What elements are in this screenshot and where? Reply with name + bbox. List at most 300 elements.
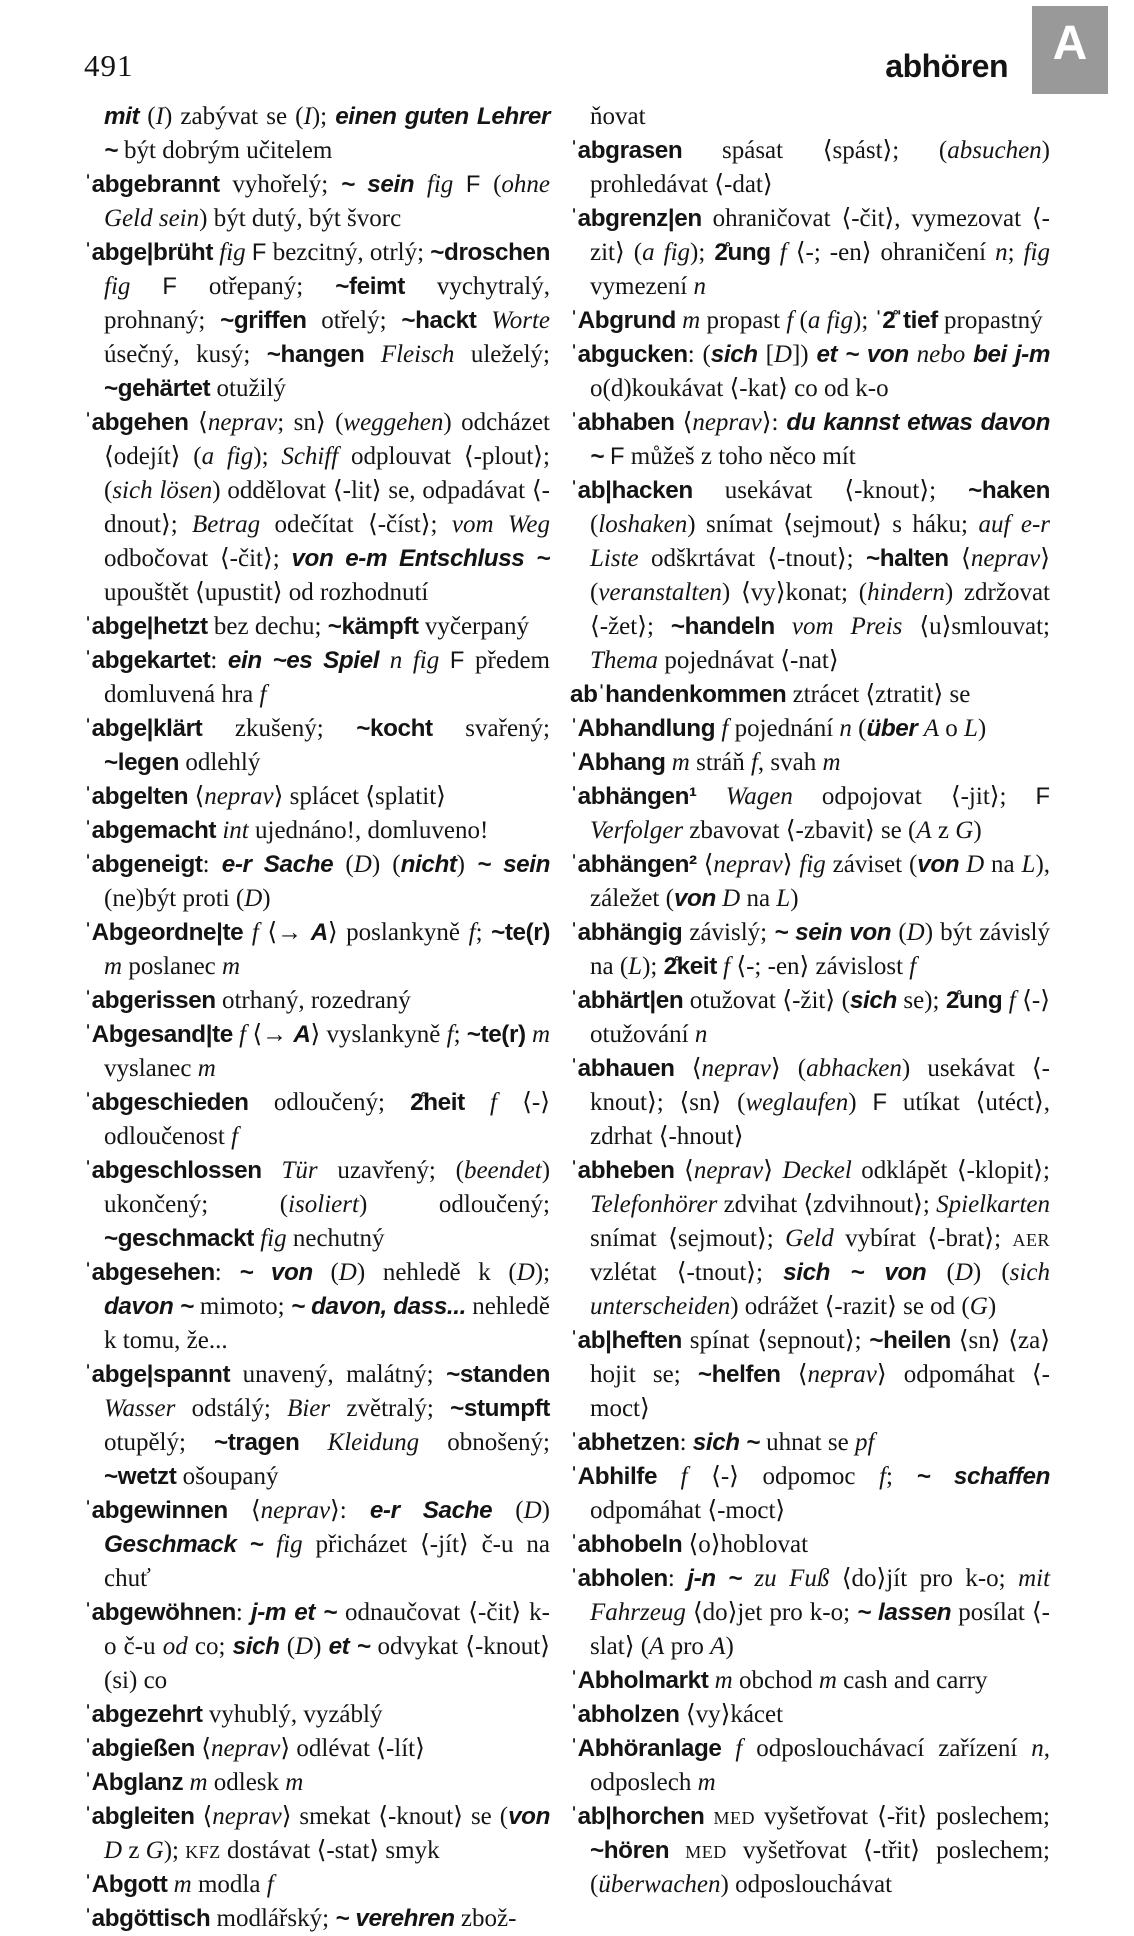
headword-text: ˈabholen: [570, 1565, 668, 1592]
entry-text: a fig: [201, 443, 254, 470]
dictionary-entry: [84, 1358, 550, 1494]
entry-text: být dobrým učitelem: [117, 137, 333, 164]
entry-text: cash and carry: [836, 1667, 988, 1694]
entry-text: L: [963, 715, 978, 742]
headword-text: ~heilen: [869, 1327, 951, 1354]
dictionary-entry: [570, 1460, 1050, 1528]
entry-text: D: [516, 1259, 535, 1286]
headword-text: ~te(r): [491, 919, 551, 946]
entry-text: dostávat ⟨-stat⟩ smyk: [220, 1837, 440, 1864]
headword-text: ~standen: [446, 1361, 550, 1388]
entry-text: unavený, malátný;: [230, 1361, 447, 1388]
entry-text: ⟨: [674, 1157, 694, 1184]
entry-text: bezcitný, otrlý;: [266, 239, 431, 266]
entry-text: zvětralý;: [330, 1395, 451, 1422]
headword-text: ˈAbhandlung: [570, 715, 716, 742]
entry-text: Wasser: [104, 1395, 176, 1422]
entry-text: ⟩: [782, 851, 800, 878]
entry-text: ) být závislý na (: [590, 919, 1051, 980]
entry-text: sich lösen: [112, 477, 213, 504]
entry-text: ohraničovat ⟨-čit⟩, vymezovat ⟨-zit⟩ (: [590, 205, 1050, 266]
dictionary-entry: [84, 406, 550, 610]
entry-text: otřelý;: [306, 307, 402, 334]
entry-text: ⟨u⟩smlouvat;: [902, 613, 1050, 640]
entry-text: modlářský;: [210, 1905, 336, 1932]
entry-text: [742, 1565, 754, 1592]
headword-text: ˈAbgrund: [570, 307, 676, 334]
dictionary-entry: [84, 916, 550, 984]
section-letter: A: [1052, 17, 1088, 70]
headword-text: ˈabgesehen: [84, 1259, 215, 1286]
entry-text: ⟩ (: [770, 1055, 807, 1082]
entry-text: davon ~: [104, 1293, 194, 1320]
entry-text: odvykat ⟨-knout⟩ (si) co: [104, 1633, 550, 1694]
entry-text: posílat ⟨-slat⟩ (: [590, 1599, 1050, 1660]
entry-text: pojednávat ⟨-nat⟩: [658, 647, 839, 674]
entry-text: sich unterscheiden: [590, 1259, 1051, 1320]
entry-text: [669, 1837, 685, 1864]
dictionary-entry: [84, 610, 550, 644]
headword-text: ˈabgewinnen: [84, 1497, 228, 1524]
headword-text: ˈabge|klärt: [84, 715, 203, 742]
entry-text: f: [259, 681, 267, 708]
entry-text: med: [685, 1837, 727, 1864]
entry-text: sich ~ von: [783, 1259, 927, 1286]
entry-text: [243, 919, 252, 946]
entry-text: ) (: [972, 1259, 1010, 1286]
headword-text: 2̊ung: [714, 239, 771, 266]
entry-text: ⟨-⟩ odpomoc: [687, 1463, 880, 1490]
entry-text: ⟩: [763, 1157, 783, 1184]
entry-text: odečítat ⟨-číst⟩;: [260, 511, 452, 538]
entry-text: o(d)koukávat ⟨-kat⟩ co od k-o: [590, 375, 889, 402]
entry-text: ) usekávat ⟨-knout⟩; ⟨sn⟩ (: [590, 1055, 1050, 1116]
entry-text: fig: [1023, 239, 1050, 266]
entry-text: ; sn⟩ (: [277, 409, 344, 436]
entry-text: otrhaný, rozedraný: [215, 987, 411, 1014]
entry-text: neprav: [713, 851, 783, 878]
entry-text: F: [465, 171, 481, 198]
dictionary-entry: [84, 1902, 550, 1936]
entry-text: weglaufen: [745, 1089, 849, 1116]
entry-text: ujednáno!, domluveno!: [248, 817, 489, 844]
entry-text: über: [866, 715, 918, 742]
entry-text: odlesk: [207, 1769, 286, 1796]
entry-text: vyhublý, vyzáblý: [202, 1701, 383, 1728]
entry-text: uleželý;: [454, 341, 550, 368]
headword-text: ˈabhauen: [570, 1055, 675, 1082]
headword-text: ~te(r): [466, 1021, 526, 1048]
entry-text: uzavřený; (: [317, 1157, 464, 1184]
headword-text: ˈabgeschieden: [84, 1089, 249, 1116]
entry-text: ~ von: [239, 1259, 313, 1286]
entry-text: D: [523, 1497, 542, 1524]
headword-text: ˈabgucken: [570, 341, 688, 368]
headword-text: ˈAbhilfe: [570, 1463, 658, 1490]
entry-text: );: [690, 239, 715, 266]
entry-text: neprav: [204, 783, 274, 810]
entry-text: (ne)být proti (: [104, 885, 245, 912]
entry-text: ⟨: [188, 783, 205, 810]
entry-text: zdvihat ⟨zdvihnout⟩;: [717, 1191, 937, 1218]
entry-text: spínat ⟨sepnout⟩;: [681, 1327, 870, 1354]
entry-text: ) prohledávat ⟨-dat⟩: [590, 137, 1050, 198]
entry-text: úsečný, kusý;: [104, 341, 267, 368]
entry-text: veranstalten: [598, 579, 722, 606]
entry-text: vybírat ⟨-brat⟩;: [833, 1225, 1013, 1252]
headword-text: ˈabgeneigt: [84, 851, 203, 878]
left-column: [84, 100, 550, 1936]
entry-text: Tür: [281, 1157, 318, 1184]
entry-text: G: [955, 817, 974, 844]
entry-text: weggehen: [343, 409, 444, 436]
entry-continuation: [570, 100, 1050, 134]
entry-text: [657, 1463, 681, 1490]
entry-text: na: [984, 851, 1022, 878]
entry-text: auf e-r Liste: [590, 511, 1050, 572]
entry-text: vyhořelý;: [219, 171, 341, 198]
entry-text: D: [104, 1837, 123, 1864]
entry-text: neprav: [693, 1157, 764, 1184]
entry-text: pojednání: [728, 715, 840, 742]
headword-text: ˈAbgesand|te: [84, 1021, 233, 1048]
headword-text: ˈAbgeordne|te: [84, 919, 244, 946]
entry-text: [965, 341, 973, 368]
entry-text: D: [295, 1633, 314, 1660]
entry-text: ): [313, 1633, 329, 1660]
entry-text: fig: [799, 851, 826, 878]
headword-text: ˈabgerissen: [84, 987, 216, 1014]
entry-text: );: [163, 1837, 186, 1864]
entry-text: du kannst etwas davon ~: [590, 409, 1050, 470]
entry-text: ) ⟨vy⟩konat; (: [721, 579, 868, 606]
entry-text: L: [776, 885, 791, 912]
headword-text: ˈabhärt|en: [570, 987, 684, 1014]
entry-text: ) odposlouchávat: [720, 1871, 893, 1898]
entry-text: ein ~es Spiel: [227, 647, 380, 674]
entry-text: [476, 307, 491, 334]
entry-text: F: [251, 239, 267, 266]
headword-text: ˈabge|brüht: [84, 239, 214, 266]
entry-text: m: [285, 1769, 304, 1796]
entry-text: :: [202, 851, 222, 878]
entry-text: n: [995, 239, 1008, 266]
entry-text: ) odloučený;: [358, 1191, 550, 1218]
entry-text: obchod: [732, 1667, 819, 1694]
entry-text: ňovat: [590, 103, 646, 130]
entry-text: [775, 613, 792, 640]
headword-text: ˈabgebrannt: [84, 171, 220, 198]
entry-text: ): [977, 715, 987, 742]
entry-text: stráň: [689, 749, 751, 776]
entry-text: ]): [791, 341, 817, 368]
dictionary-entry: [84, 1256, 550, 1358]
entry-text: A: [649, 1633, 665, 1660]
entry-text: ~ sein: [477, 851, 551, 878]
headword-text: ˈabholzen: [570, 1701, 680, 1728]
entry-text: sich: [232, 1633, 280, 1660]
entry-text: ): [973, 817, 982, 844]
entry-text: :: [210, 647, 228, 674]
entry-text: neprav: [701, 1055, 771, 1082]
entry-text: ⟨: [194, 1803, 213, 1830]
entry-text: F: [1035, 783, 1050, 810]
entry-text: vyslanec: [104, 1055, 198, 1082]
entry-text: e-r Sache: [369, 1497, 493, 1524]
entry-text: ⟨sn⟩ ⟨za⟩hojit se;: [590, 1327, 1050, 1388]
entry-text: m: [682, 307, 701, 334]
entry-text: Betrag: [192, 511, 261, 538]
headword-text: ~legen: [104, 749, 180, 776]
entry-text: ⟨: [948, 545, 971, 572]
entry-text: ): [456, 851, 478, 878]
entry-text: ~ sein von: [774, 919, 892, 946]
entry-text: zkušený;: [202, 715, 357, 742]
entry-text: );: [311, 103, 336, 130]
entry-text: f: [239, 1021, 247, 1048]
dictionary-entry: [84, 1800, 550, 1868]
entry-text: F: [162, 273, 177, 300]
dictionary-entry: [84, 780, 550, 814]
entry-text: ⟨: [674, 1055, 702, 1082]
entry-text: :: [667, 1565, 688, 1592]
entry-text: [364, 341, 380, 368]
entry-text: závislý;: [682, 919, 775, 946]
entry-text: odposlouchávací zařízení: [742, 1735, 1032, 1762]
entry-text: :: [235, 1599, 251, 1626]
entry-text: ⟨: [227, 1497, 261, 1524]
dictionary-entry: [570, 1052, 1050, 1154]
entry-text: předem domluvená hra: [104, 647, 551, 708]
headword-text: ˈabheben: [570, 1157, 675, 1184]
dictionary-entry: [84, 1596, 550, 1698]
entry-text: vychytralý, prohnaný;: [104, 273, 550, 334]
entry-text: m: [173, 1871, 192, 1898]
entry-text: (: [279, 1633, 296, 1660]
dictionary-entry: [570, 1154, 1050, 1324]
entry-text: fig: [276, 1531, 303, 1558]
entry-text: [263, 1531, 276, 1558]
entry-text: neprav: [212, 1803, 282, 1830]
entry-text: ošoupaný: [176, 1463, 279, 1490]
entry-text: ⟩ smekat ⟨-knout⟩ se (: [281, 1803, 509, 1830]
dictionary-entry: [84, 1086, 550, 1154]
entry-text: ⟨vy⟩kácet: [679, 1701, 784, 1728]
entry-text: n fig: [389, 647, 440, 674]
entry-text: bei j-m: [973, 341, 1050, 368]
entry-text: ⟨: [696, 851, 714, 878]
entry-text: [: [757, 341, 774, 368]
entry-text: F: [449, 647, 465, 674]
entry-text: kfz: [185, 1837, 221, 1864]
entry-text: I: [303, 103, 312, 130]
entry-text: G: [145, 1837, 164, 1864]
entry-text: zbavovat ⟨-zbavit⟩ se (: [683, 817, 917, 844]
entry-text: ⟨: [674, 409, 693, 436]
entry-text: nicht: [400, 851, 457, 878]
entry-text: isoliert: [288, 1191, 359, 1218]
entry-text: ⟩ splácet ⟨splatit⟩: [273, 783, 446, 810]
entry-text: (: [333, 851, 354, 878]
entry-text: (: [312, 1259, 339, 1286]
entry-text: mit: [104, 103, 140, 130]
entry-text: neprav: [970, 545, 1041, 572]
entry-text: [379, 647, 390, 674]
entry-text: odpojovat ⟨-jit⟩;: [792, 783, 1036, 810]
entry-text: ⟩:: [330, 1497, 370, 1524]
entry-text: (: [926, 1259, 955, 1286]
entry-text: ) nehledě k (: [356, 1259, 517, 1286]
entry-text: propastný: [937, 307, 1043, 334]
entry-text: z: [122, 1837, 146, 1864]
entry-text: f: [1008, 987, 1016, 1014]
entry-text: von: [917, 851, 960, 878]
entry-text: ) být dutý, být švorc: [199, 205, 402, 232]
dictionary-entry: [570, 712, 1050, 746]
entry-text: upouštět ⟨upustit⟩ od rozhodnutí: [104, 579, 429, 606]
entry-text: absuchen: [947, 137, 1042, 164]
entry-text: I: [155, 103, 164, 130]
entry-text: hindern: [867, 579, 945, 606]
entry-text: obnošený;: [419, 1429, 551, 1456]
entry-text: Thema: [590, 647, 659, 674]
headword-text: ~kocht: [356, 715, 433, 742]
dictionary-entry: [84, 644, 550, 712]
entry-text: ⟨-⟩ otužování: [590, 987, 1050, 1048]
entry-text: snímat ⟨sejmout⟩;: [590, 1225, 786, 1252]
entry-text: ) odrážet ⟨-razit⟩ se od (: [730, 1293, 970, 1320]
entry-text: ): [725, 1633, 734, 1660]
dictionary-entry: [570, 202, 1050, 304]
entry-text: [722, 1735, 736, 1762]
entry-text: odstálý;: [175, 1395, 288, 1422]
entry-text: sich ~: [692, 1429, 760, 1456]
entry-text: :: [214, 1259, 240, 1286]
headword-text: ˈabgewöhnen: [84, 1599, 236, 1626]
entry-text: ⟩ vyslankyně: [310, 1021, 447, 1048]
entry-text: A: [293, 1021, 311, 1048]
entry-text: ) zdržovat ⟨-žet⟩;: [590, 579, 1050, 640]
dictionary-entry: [84, 236, 550, 406]
entry-text: f: [779, 239, 787, 266]
entry-text: vom Weg: [451, 511, 550, 538]
entry-text: von: [508, 1803, 550, 1830]
headword-text: ~feimt: [335, 273, 405, 300]
entry-text: uhnat se: [759, 1429, 855, 1456]
headword-text: ˈabgekartet: [84, 647, 211, 674]
entry-text: vyšetřovat ⟨-řit⟩ poslechem;: [754, 1803, 1051, 1830]
entry-text: můžeš z toho něco mít: [624, 443, 856, 470]
entry-text: ⟩ odpomáhat ⟨-moct⟩: [590, 1361, 1050, 1422]
entry-text: přicházet ⟨-jít⟩ č-u na chuť: [104, 1531, 550, 1592]
dictionary-entry: [570, 780, 1050, 848]
entry-text: [909, 341, 917, 368]
entry-text: : (: [687, 341, 711, 368]
entry-text: na: [740, 885, 777, 912]
entry-text: ⟨do⟩jet pro k-o;: [685, 1599, 858, 1626]
headword-text: ~griffen: [220, 307, 307, 334]
headword-text: ˈAbhang: [570, 749, 666, 776]
entry-text: );: [642, 953, 664, 980]
entry-text: A: [710, 1633, 726, 1660]
entry-text: von e-m Entschluss ~: [291, 545, 551, 572]
entry-text: f: [266, 1871, 274, 1898]
entry-text: D: [906, 919, 925, 946]
entry-text: n: [694, 1021, 708, 1048]
entry-text: f: [446, 1021, 454, 1048]
entry-text: m: [714, 1667, 733, 1694]
headword-text: ~hangen: [266, 341, 365, 368]
entry-text: ~ sein: [340, 171, 415, 198]
entry-text: Fleisch: [380, 341, 455, 368]
entry-text: zbož-: [454, 1905, 517, 1932]
headword-text: ˈabhängen¹: [570, 783, 697, 810]
entry-text: svařený;: [432, 715, 550, 742]
dictionary-entry: [84, 168, 550, 236]
entry-text: nebo: [916, 341, 966, 368]
entry-text: Telefonhörer: [590, 1191, 718, 1218]
dictionary-entry: [570, 1426, 1050, 1460]
entry-text: fig: [219, 239, 246, 266]
headword-text: ˈabhängen²: [570, 851, 697, 878]
entry-text: Geschmack ~: [104, 1531, 264, 1558]
entry-text: [130, 273, 162, 300]
entry-text: ⟩ poslankyně: [327, 919, 469, 946]
entry-text: neprav: [207, 409, 278, 436]
headword-text: ~hören: [590, 1837, 670, 1864]
entry-text: von: [673, 885, 716, 912]
right-column: [570, 100, 1050, 1902]
entry-text: otřepaný;: [176, 273, 336, 300]
entry-text: modla: [191, 1871, 267, 1898]
entry-text: A: [916, 817, 932, 844]
entry-text: fig: [260, 1225, 287, 1252]
entry-text: f: [723, 953, 731, 980]
entry-text: nehledě k tomu, že...: [104, 1293, 551, 1354]
headword-text: ˈabhängig: [570, 919, 683, 946]
dictionary-entry: [84, 1494, 550, 1596]
dictionary-entry: [570, 1732, 1050, 1800]
headword-text: ˈAbglanz: [84, 1769, 184, 1796]
entry-text: :: [679, 1429, 693, 1456]
dictionary-entry: [84, 1698, 550, 1732]
entry-text: ⟨→: [258, 919, 311, 946]
headword-text: ~halten: [865, 545, 949, 572]
entry-text: ), záležet (: [590, 851, 1051, 912]
entry-text: ~ davon, dass...: [290, 1293, 466, 1320]
entry-text: neprav: [692, 409, 762, 436]
entry-text: m: [104, 953, 123, 980]
headword-text: ˈab|hacken: [570, 477, 693, 504]
entry-text: G: [969, 1293, 988, 1320]
entry-text: ⟨: [188, 409, 208, 436]
dictionary-entry: [570, 984, 1050, 1052]
headword-text: ˈabgrasen: [570, 137, 683, 164]
entry-text: A: [923, 715, 939, 742]
entry-text: ⟨-; -en⟩ ohraničení: [786, 239, 996, 266]
entry-text: ) oddělovat ⟨-lit⟩ se, odpadávat ⟨-dnout⟩;: [104, 477, 550, 538]
entry-text: z: [931, 817, 956, 844]
dictionary-entry: [84, 848, 550, 916]
entry-text: ⟩ (: [590, 545, 1050, 606]
entry-text: neprav: [260, 1497, 331, 1524]
entry-text: sich: [710, 341, 758, 368]
entry-text: ;: [1007, 239, 1024, 266]
entry-text: f: [750, 749, 758, 776]
entry-text: o: [938, 715, 964, 742]
entry-text: ~ schaffen: [916, 1463, 1051, 1490]
entry-text: neprav: [210, 1735, 281, 1762]
